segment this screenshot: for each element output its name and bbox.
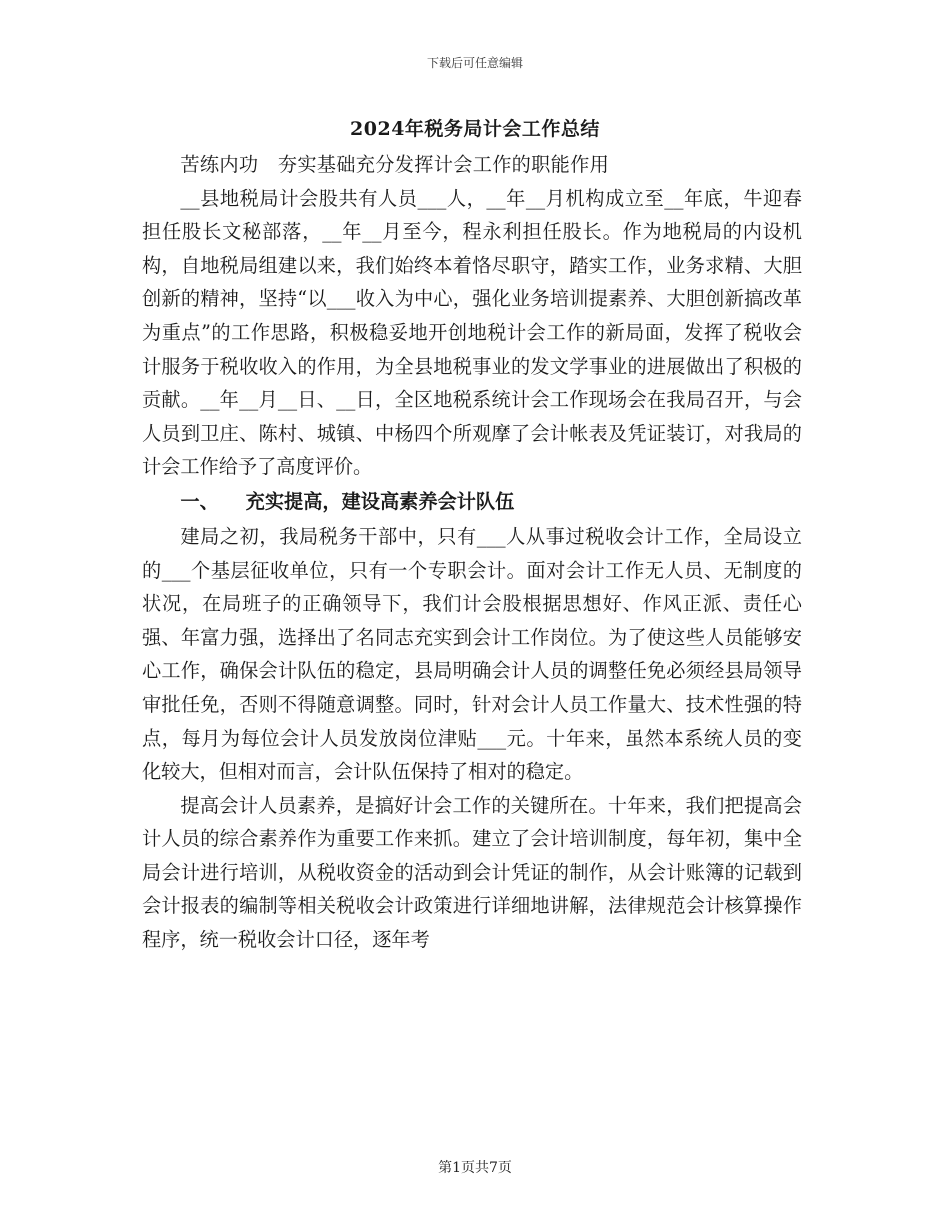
header-note: 下载后可任意编辑	[426, 56, 523, 70]
section-heading-text: 充实提高，建设高素养会计队伍	[245, 489, 515, 513]
page-number: 第1页共7页	[438, 1160, 512, 1176]
section-number: 一、	[180, 489, 219, 513]
document-title: 2024年税务局计会工作总结	[350, 118, 600, 140]
intro-paragraph: __县地税局计会股共有人员___人，__年__月机构成立至__年底，牛迎春担任股长文秘部落，__年__月至今，程永利担任股长。作为地税局的内设机构，自地税局组建以来，我们始终本着恪尽职守，踏实工作，业务求精、大胆创新的精神，坚持“以___收入为中心，强化业务培训提素养、大胆创新搞改革为重点”的工作思路，积极稳妥地开创地税计会工作的新局面，发挥了税收会计服务于税收收入的作用，为全县地税事业的发文学事业的进展做出了积极的贡献。__年__月__日、__日，全区地税系统计会工作现场会在我局召开，与会人员到卫庄、陈村、城镇、中杨四个所观摩了会计帐表及凭证装订，对我局的计会工作给予了高度评价。	[142, 186, 802, 479]
document-body	[142, 148, 802, 957]
section-heading	[142, 484, 802, 520]
paragraph: 提高会计人员素养，是搞好计会工作的关键所在。十年来，我们把提高会计人员的综合素养作为重要工作来抓。建立了会计培训制度，每年初，集中全局会计进行培训，从税收资金的活动到会计凭证的制作，从会计账簿的记载到会计报表的编制等相关税收会计政策进行详细地讲解，法律规范会计核算操作程序，统一税收会计口径，逐年考	[142, 793, 802, 952]
paragraph: 建局之初，我局税务干部中，只有___人从事过税收会计工作，全局设立的___个基层征收单位，只有一个专职会计。面对会计工作无人员、无制度的状况，在局班子的正确领导下，我们计会股根据思想好、作风正派、责任心强、年富力强，选择出了名同志充实到会计工作岗位。为了使这些人员能够安心工作，确保会计队伍的稳定，县局明确会计人员的调整任免必须经县局领导审批任免，否则不得随意调整。同时，针对会计人员工作量大、技术性强的特点，每月为每位会计人员发放岗位津贴___元。十年来，虽然本系统人员的变化较大，但相对而言，会计队伍保持了相对的稳定。	[142, 524, 802, 784]
document-subtitle: 苦练内功 夯实基础充分发挥计会工作的职能作用	[180, 153, 610, 176]
